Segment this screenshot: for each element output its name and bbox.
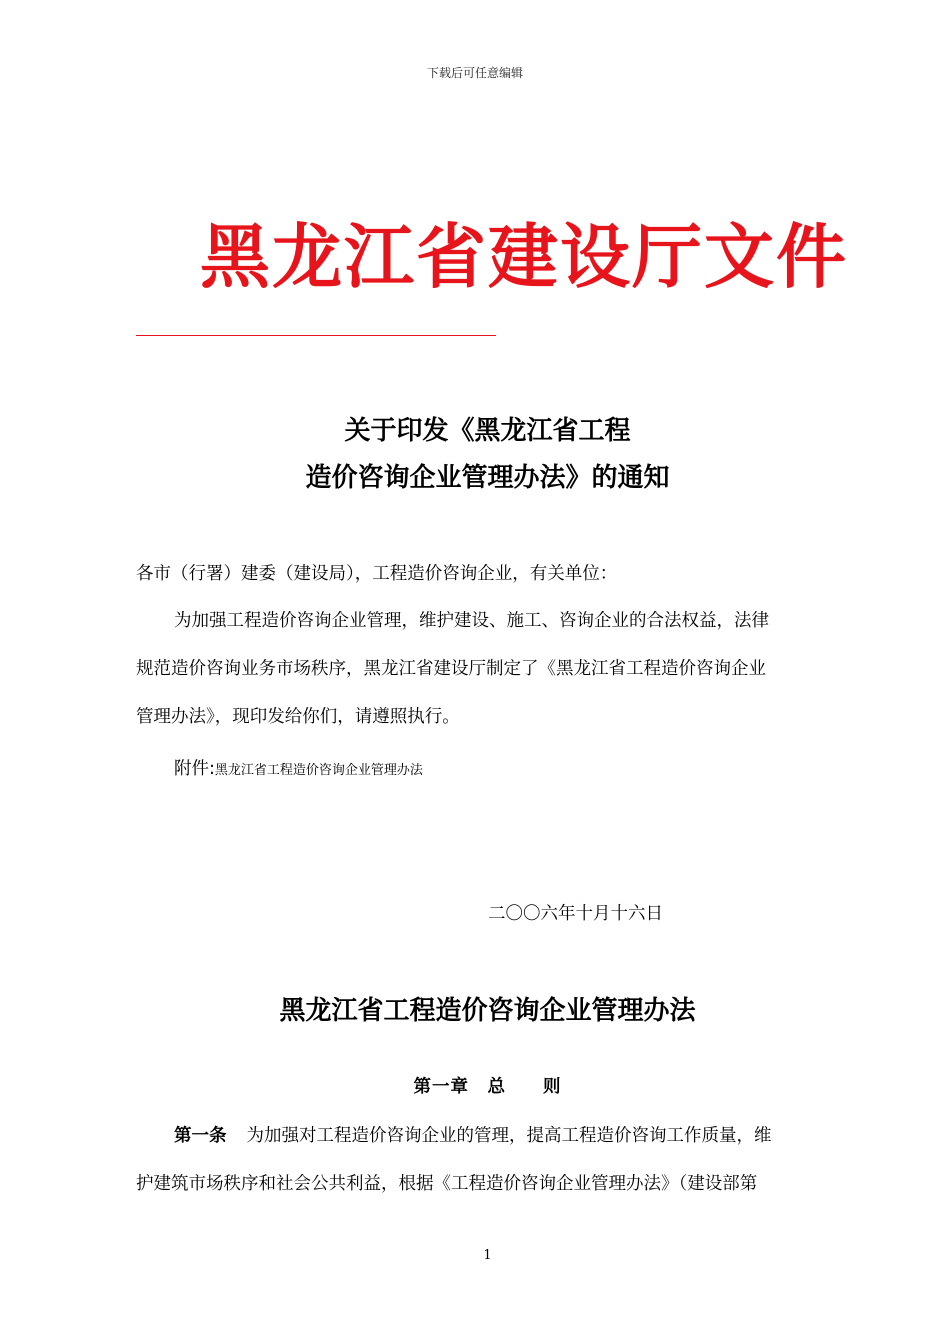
notice-paragraph <box>136 607 836 751</box>
salutation: 各市（行署）建委（建设局），工程造价咨询企业，有关单位： <box>136 564 618 584</box>
issue-date: 二〇〇六年十月十六日 <box>488 904 663 924</box>
document-head: 黑龙江省建设厅文件 <box>200 216 848 298</box>
article-1 <box>136 1122 848 1218</box>
article-line: 护建筑市场秩序和社会公共利益，根据《工程造价咨询企业管理办法》（建设部第 <box>136 1174 758 1194</box>
paragraph-line: 为加强工程造价咨询企业管理，维护建设、施工、咨询企业的合法权益，法律 <box>174 611 769 631</box>
attachment-label: 附件: <box>174 759 215 779</box>
article-line: 为加强对工程造价咨询企业的管理，提高工程造价咨询工作质量，维 <box>246 1126 772 1146</box>
attachment-name: 黑龙江省工程造价咨询企业管理办法 <box>214 763 423 778</box>
header-note: 下载后可任意编辑 <box>426 66 523 80</box>
paragraph-line: 规范造价咨询业务市场秩序，黑龙江省建设厅制定了《黑龙江省工程造价咨询企业 <box>136 659 766 679</box>
notice-title-line-2: 造价咨询企业管理办法》的通知 <box>305 463 670 493</box>
notice-title-line-1: 关于印发《黑龙江省工程 <box>344 416 631 446</box>
paragraph-line: 管理办法》，现印发给你们，请遵照执行。 <box>136 707 460 727</box>
head-rule-divider <box>136 335 496 336</box>
attachment <box>174 755 423 780</box>
article-label: 第一条 <box>174 1126 227 1146</box>
page-number: 1 <box>483 1248 492 1263</box>
rules-title: 黑龙江省工程造价咨询企业管理办法 <box>279 996 696 1026</box>
chapter-heading: 第一章 总 则 <box>413 1077 562 1097</box>
